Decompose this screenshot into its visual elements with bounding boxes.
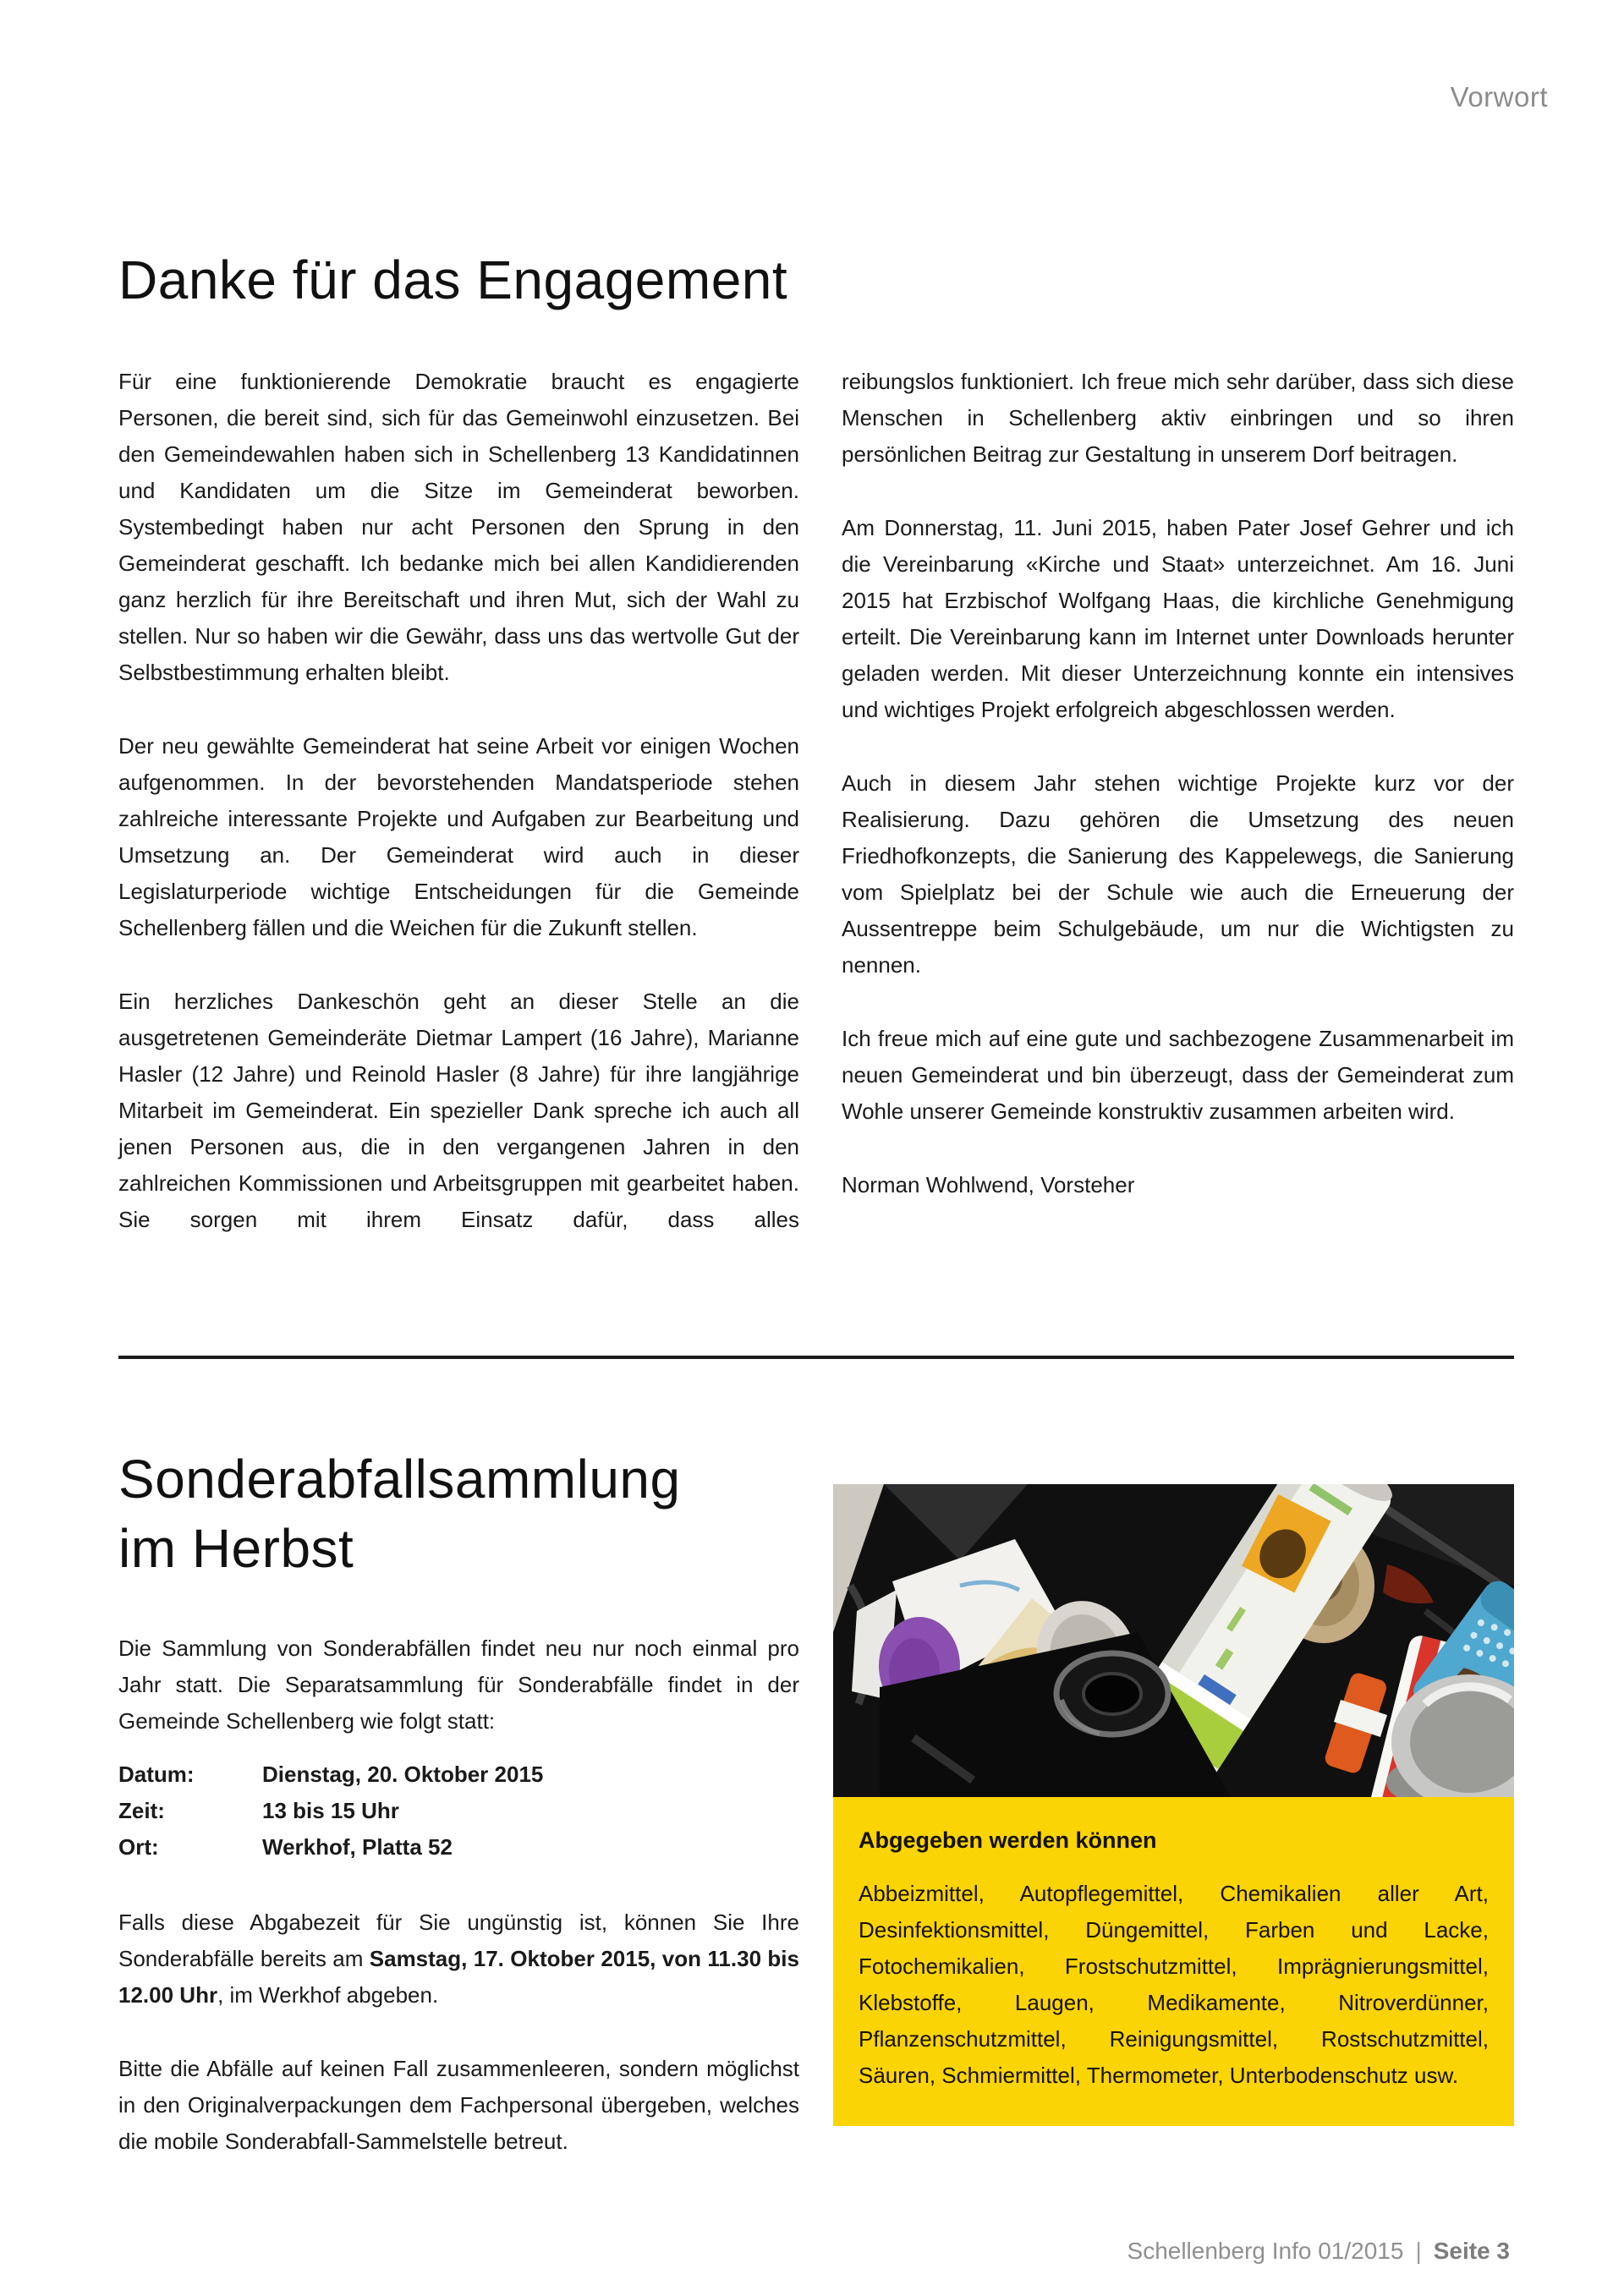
paragraph: Ich freue mich auf eine gute und sachbezogene Zusammenarbeit im neuen Gemeinderat und bin überzeugt, dass der Gemeinderat zum Wohle unserer Gemeinde konstruktiv zusammen arbeiten wird. [842, 1026, 1514, 1124]
info-box [833, 1797, 1514, 2126]
article1-left-column [118, 364, 799, 1238]
article2-figure-column [833, 1484, 1514, 2126]
handling-note-paragraph: Bitte die Abfälle auf keinen Fall zusammenleeren, sondern möglichst in den Originalverpackungen dem Fachpersonal übergeben, welches die mobile Sonderabfall-Sammelstelle betreut. [118, 2056, 799, 2154]
detail-value: 13 bis 15 Uhr [262, 1798, 399, 1823]
detail-row-date [118, 1756, 799, 1793]
hazardous-waste-photo [833, 1484, 1514, 1797]
footer-separator: | [1415, 2238, 1422, 2264]
article1-columns [118, 364, 1514, 1238]
section-divider [118, 1356, 1514, 1359]
alternative-dropoff-paragraph [118, 1904, 799, 2014]
footer-publication: Schellenberg Info 01/2015 [1127, 2238, 1404, 2264]
paragraph: Auch in diesem Jahr stehen wichtige Projekte kurz vor der Realisierung. Dazu gehören die Umsetzung des neuen Friedhofkonzepts, die Sanierung des Kappelewegs, die Sanierung vom Spielplatz bei der Schule wie auch die Erneuerung der Aussentreppe beim Schulgebäude, um nur die Wichtigsten zu nennen. [842, 770, 1514, 978]
footer-page-number: Seite 3 [1433, 2238, 1510, 2264]
paragraph: reibungslos funktioniert. Ich freue mich sehr darüber, dass sich diese Menschen in Schellenberg aktiv einbringen und so ihren persönlichen Beitrag zur Gestaltung in unserem Dorf beitragen. [842, 369, 1514, 467]
detail-label: Datum: [118, 1762, 195, 1787]
section-corner-label: Vorwort [1450, 81, 1548, 112]
paragraph-bold-text: Samstag, 17. Oktober 2015, von 11.30 bis 12.00 Uhr [118, 1946, 799, 2008]
page-footer [1127, 2238, 1510, 2265]
collection-details-list [118, 1756, 799, 1866]
article2-left-column [118, 1630, 799, 2160]
detail-label: Ort: [118, 1834, 159, 1860]
paragraph: Am Donnerstag, 11. Juni 2015, haben Pater Josef Gehrer und ich die Vereinbarung «Kirche und Staat» unterzeichnet. Am 16. Juni 2015 hat Erzbischof Wolfgang Haas, die kirchliche Genehmigung erteilt. Die Vereinbarung kann im Internet unter Downloads herunter geladen werden. Mit dieser Unterzeichnung konnte ein intensives und wichtiges Projekt erfolgreich abgeschlossen werden. [842, 515, 1514, 722]
info-box-title: Abgegeben werden können [859, 1827, 1157, 1853]
detail-value: Werkhof, Platta 52 [262, 1834, 453, 1860]
intro-paragraph: Die Sammlung von Sonderabfällen findet neu nur noch einmal pro Jahr statt. Die Separatsammlung für Sonderabfälle findet in der Gemeinde Schellenberg wie folgt statt: [118, 1636, 799, 1734]
detail-row-location [118, 1829, 799, 1866]
article2-title-line1: Sonderabfallsammlung [118, 1449, 681, 1510]
paragraph: Ein herzliches Dankeschön geht an dieser Stelle an die ausgetretenen Gemeinderäte Dietmar Lampert (16 Jahre), Marianne Hasler (12 Jahre) und Reinold Hasler (8 Jahre) für ihre langjährige Mitarbeit im Gemeinderat. Ein spezieller Dank spreche ich auch all jenen Personen aus, die in den vergangenen Jahren in den zahlreichen Kommissionen und Arbeitsgruppen mit gearbeitet haben. Sie sorgen mit ihrem Einsatz dafür, dass alles [118, 989, 799, 1232]
article2-title-line2: im Herbst [118, 1518, 354, 1579]
info-box-body: Abbeizmittel, Autopflegemittel, Chemikalien aller Art, Desinfektionsmittel, Düngemittel, Farben und Lacke, Fotochemikalien, Frostschutzmittel, Imprägnierungsmittel, Klebstoffe, Laugen, Medikamente, Nitroverdünner, Pflanzenschutzmittel, Reinigungsmittel, Rostschutzmittel, Säuren, Schmiermittel, Thermometer, Unterbodenschutz usw. [859, 1881, 1489, 2088]
paragraph: Für eine funktionierende Demokratie braucht es engagierte Personen, die bereit sind, sich für das Gemeinwohl einzusetzen. Bei den Gemeindewahlen haben sich in Schellenberg 13 Kandidatinnen und Kandidaten um die Sitze im Gemeinderat beworben. Systembedingt haben nur acht Personen den Sprung in den Gemeinderat geschafft. Ich bedanke mich bei allen Kandidierenden ganz herzlich für ihre Bereitschaft und ihren Mut, sich der Wahl zu stellen. Nur so haben wir die Gewähr, dass uns das wertvolle Gut der Selbstbestimmung erhalten bleibt. [118, 369, 799, 685]
article2-title [118, 1444, 681, 1583]
paragraph-text: Falls diese Abgabezeit für Sie ungünstig ist, können Sie Ihre Sonderabfälle bereits am [118, 1910, 799, 1971]
detail-value: Dienstag, 20. Oktober 2015 [262, 1762, 544, 1787]
signature-line: Norman Wohlwend, Vorsteher [842, 1172, 1135, 1197]
detail-row-time [118, 1793, 799, 1829]
article1-title: Danke für das Engagement [118, 249, 788, 310]
paragraph: Der neu gewählte Gemeinderat hat seine Arbeit vor einigen Wochen aufgenommen. In der bevorstehenden Mandatsperiode stehen zahlreiche interessante Projekte und Aufgaben zur Bearbeitung und Umsetzung an. Der Gemeinderat wird auch in dieser Legislaturperiode wichtige Entscheidungen für die Gemeinde Schellenberg fällen und die Weichen für die Zukunft stellen. [118, 733, 799, 940]
article1-right-column [842, 364, 1514, 1238]
detail-label: Zeit: [118, 1798, 165, 1823]
paragraph-text: , im Werkhof abgeben. [217, 1982, 439, 2008]
